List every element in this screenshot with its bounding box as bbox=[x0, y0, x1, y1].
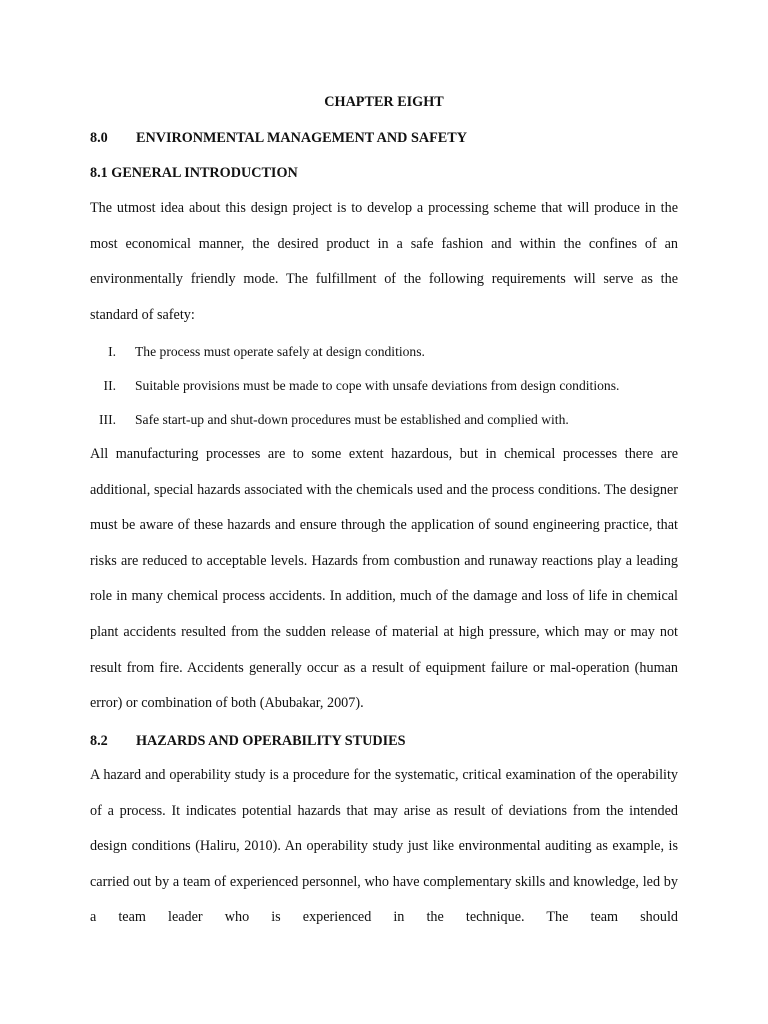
section-number: 8.0 bbox=[90, 130, 108, 146]
list-text: Safe start-up and shut-down procedures must be established and complied with. bbox=[135, 412, 569, 427]
section-heading-8-0 bbox=[90, 129, 467, 147]
section-title: HAZARDS AND OPERABILITY STUDIES bbox=[136, 733, 406, 749]
list-numeral: I. bbox=[108, 344, 116, 359]
list-text: The process must operate safely at design conditions. bbox=[135, 344, 425, 359]
requirement-item-3 bbox=[90, 411, 678, 429]
section-heading-8-1: 8.1 GENERAL INTRODUCTION bbox=[90, 165, 298, 181]
list-text: Suitable provisions must be made to cope with unsafe deviations from design conditions. bbox=[135, 378, 620, 393]
chapter-title: CHAPTER EIGHT bbox=[324, 94, 444, 110]
hazop-paragraph: A hazard and operability study is a procedure for the systematic, critical examination of the operability of a process. It indicates potential hazards that may arise as result of deviations from the intended design conditions (Haliru, 2010). An operability study just like environmental auditing as example, is carried out by a team of experienced personnel, who have complementary skills and knowledge, led by a team leader who is experienced in the technique. The team should bbox=[90, 767, 678, 926]
requirement-item-1 bbox=[90, 343, 678, 361]
list-numeral: III. bbox=[99, 412, 116, 427]
hazards-paragraph: All manufacturing processes are to some extent hazardous, but in chemical processes there are additional, special hazards associated with the chemicals used and the process conditions. The designer must be aware of these hazards and ensure through the application of sound engineering practice, that risks are reduced to acceptable levels. Hazards from combustion and runaway reactions play a leading role in many chemical process accidents. In addition, much of the damage and loss of life in chemical plant accidents resulted from the sudden release of material at high pressure, which may or may not result from fire. Accidents generally occur as a result of equipment failure or mal-operation (human error) or combination of both (Abubakar, 2007). bbox=[90, 446, 678, 712]
intro-paragraph: The utmost idea about this design project is to develop a processing scheme that will produce in the most economical manner, the desired product in a safe fashion and within the confines of an environmentally friendly mode. The fulfillment of the following requirements will serve as the standard of safety: bbox=[90, 200, 678, 323]
list-numeral: II. bbox=[103, 378, 116, 393]
section-title: ENVIRONMENTAL MANAGEMENT AND SAFETY bbox=[136, 130, 467, 146]
section-heading-8-2 bbox=[90, 732, 406, 750]
section-number: 8.2 bbox=[90, 733, 108, 749]
requirement-item-2 bbox=[90, 377, 678, 395]
